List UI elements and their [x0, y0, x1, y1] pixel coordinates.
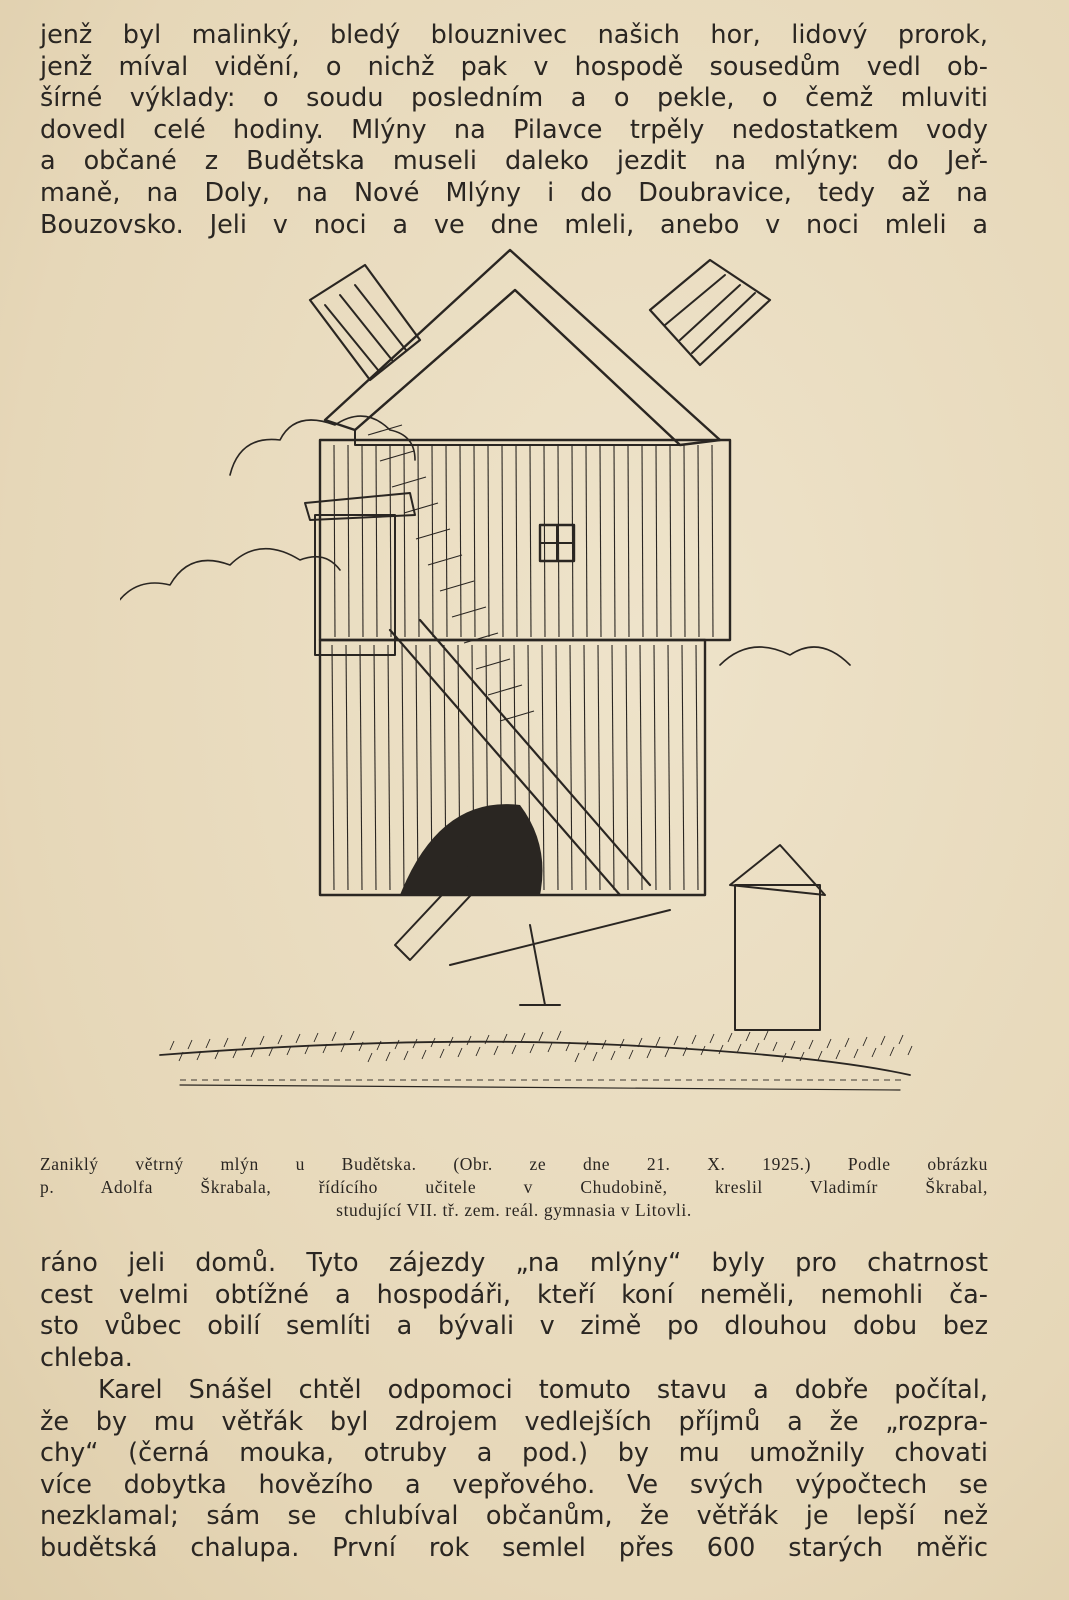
- text-line: budětská chalupa. První rok semlel přes 600 starých měřic: [40, 1532, 988, 1563]
- caption-line: Zaniklý větrný mlýn u Budětska. (Obr. ze dne 21. X. 1925.) Podle obrázku: [40, 1154, 988, 1174]
- text-line: Bouzovsko. Jeli v noci a ve dne mleli, anebo v noci mleli a: [40, 209, 988, 240]
- text-line: maně, na Doly, na Nové Mlýny i do Doubravice, tedy až na: [40, 177, 988, 208]
- paragraph-top: [40, 20, 988, 241]
- cloud-right: [720, 647, 850, 665]
- caption-line: p. Adolfa Škrabala, řídícího učitele v Chudobině, kreslil Vladimír Škrabal,: [40, 1177, 988, 1197]
- text-line: Karel Snášel chtěl odpomoci tomuto stavu a dobře počítal,: [98, 1375, 988, 1405]
- text-line: že by mu větřák byl zdrojem vedlejších příjmů a že „rozpra-: [40, 1406, 988, 1437]
- text-line: nezklamal; sám se chlubíval občanům, že větřák je lepší než: [40, 1501, 988, 1532]
- paragraph-bottom-2: [40, 1375, 988, 1565]
- left-sail: [310, 265, 420, 380]
- mill-opening: [400, 804, 543, 895]
- text-line: jenž míval vidění, o nichž pak v hospodě sousedům vedl ob-: [40, 51, 988, 82]
- ground-line: [160, 1042, 910, 1075]
- mill-upper-body: [320, 440, 730, 640]
- text-line: více dobytka hovězího a vepřového. Ve svých výpočtech se: [40, 1469, 988, 1500]
- small-shed-roof: [730, 845, 825, 895]
- text-line: a občané z Budětska museli daleko jezdit na mlýny: do Jeř-: [40, 146, 988, 177]
- small-shed: [735, 885, 820, 1030]
- text-line: cest velmi obtížné a hospodáři, kteří koní neměli, nemohli ča-: [40, 1279, 988, 1310]
- windmill-illustration: [120, 245, 950, 1125]
- text-line: ráno jeli domů. Tyto zájezdy „na mlýny“ byly pro chatrnost: [40, 1248, 988, 1278]
- text-line: sto vůbec obilí semlíti a bývali v zimě po dlouhou dobu bez: [40, 1311, 988, 1342]
- windlass: [450, 910, 670, 1005]
- text-line: chy“ (černá mouka, otruby a pod.) by mu umožnily chovati: [40, 1438, 988, 1469]
- text-line: jenž byl malinký, bledý blouznivec našich hor, lidový prorok,: [40, 20, 988, 50]
- paragraph-bottom-1: [40, 1248, 988, 1374]
- caption-line: studující VII. tř. zem. reál. gymnasia v Litovli.: [336, 1200, 692, 1220]
- mill-gable: [355, 290, 680, 445]
- mill-roof: [325, 250, 720, 445]
- cloud-left: [120, 549, 340, 615]
- figure-caption: [40, 1153, 988, 1222]
- text-line: chleba.: [40, 1342, 133, 1373]
- text-line: dovedl celé hodiny. Mlýny na Pilavce trpěly nedostatkem vody: [40, 114, 988, 145]
- ground-hatching: [170, 1031, 912, 1080]
- text-line: šírné výklady: o soudu posledním a o pekle, o čemž mluviti: [40, 83, 988, 114]
- mill-porch: [315, 515, 395, 655]
